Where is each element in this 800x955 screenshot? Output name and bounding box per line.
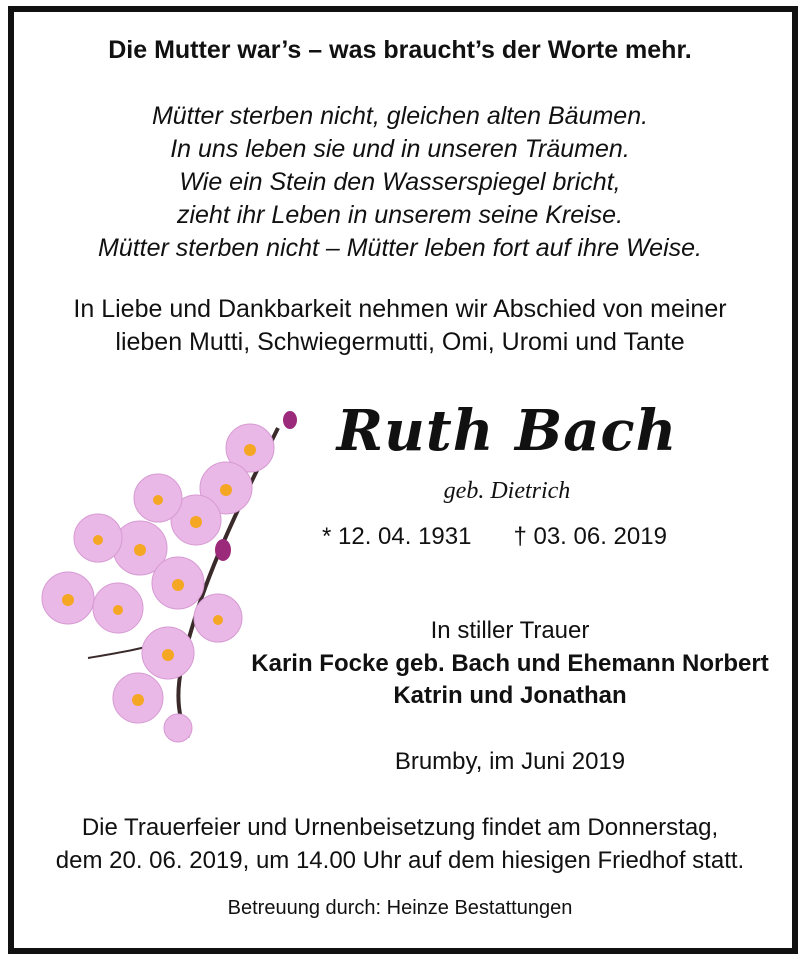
place-date: Brumby, im Juni 2019 xyxy=(394,748,626,775)
funeral-info xyxy=(0,811,800,877)
farewell-line: lieben Mutti, Schwiegermutti, Omi, Uromi und Tante xyxy=(115,328,685,356)
heading: Die Mutter war’s – was braucht’s der Worte mehr. xyxy=(108,36,692,64)
birth-date: * 12. 04. 1931 xyxy=(322,523,472,550)
mourner-line: Katrin und Jonathan xyxy=(393,682,627,709)
death-date: † 03. 06. 2019 xyxy=(513,523,667,550)
poem-line: Mütter sterben nicht – Mütter leben fort auf ihre Weise. xyxy=(98,234,702,262)
poem xyxy=(0,100,800,265)
undertaker-credit: Betreuung durch: Heinze Bestattungen xyxy=(227,897,573,919)
maiden-name: geb. Dietrich xyxy=(443,478,571,504)
funeral-line: Die Trauerfeier und Urnenbeisetzung findet am Donnerstag, xyxy=(81,814,719,841)
funeral-line: dem 20. 06. 2019, um 14.00 Uhr auf dem hiesigen Friedhof statt. xyxy=(55,847,745,874)
mourner-line: Karin Focke geb. Bach und Ehemann Norbert xyxy=(251,650,769,677)
poem-line: zieht ihr Leben in unserem seine Kreise. xyxy=(176,201,624,229)
poem-line: Wie ein Stein den Wasserspiegel bricht, xyxy=(179,168,621,196)
poem-line: In uns leben sie und in unseren Träumen. xyxy=(170,135,630,163)
mourning-intro: In stiller Trauer xyxy=(430,617,590,644)
farewell-line: In Liebe und Dankbarkeit nehmen wir Abschied von meiner xyxy=(73,295,727,323)
farewell-text xyxy=(0,293,800,359)
poem-line: Mütter sterben nicht, gleichen alten Bäumen. xyxy=(151,102,649,130)
deceased-name: Ruth Bach xyxy=(336,398,678,464)
life-dates xyxy=(322,523,712,551)
